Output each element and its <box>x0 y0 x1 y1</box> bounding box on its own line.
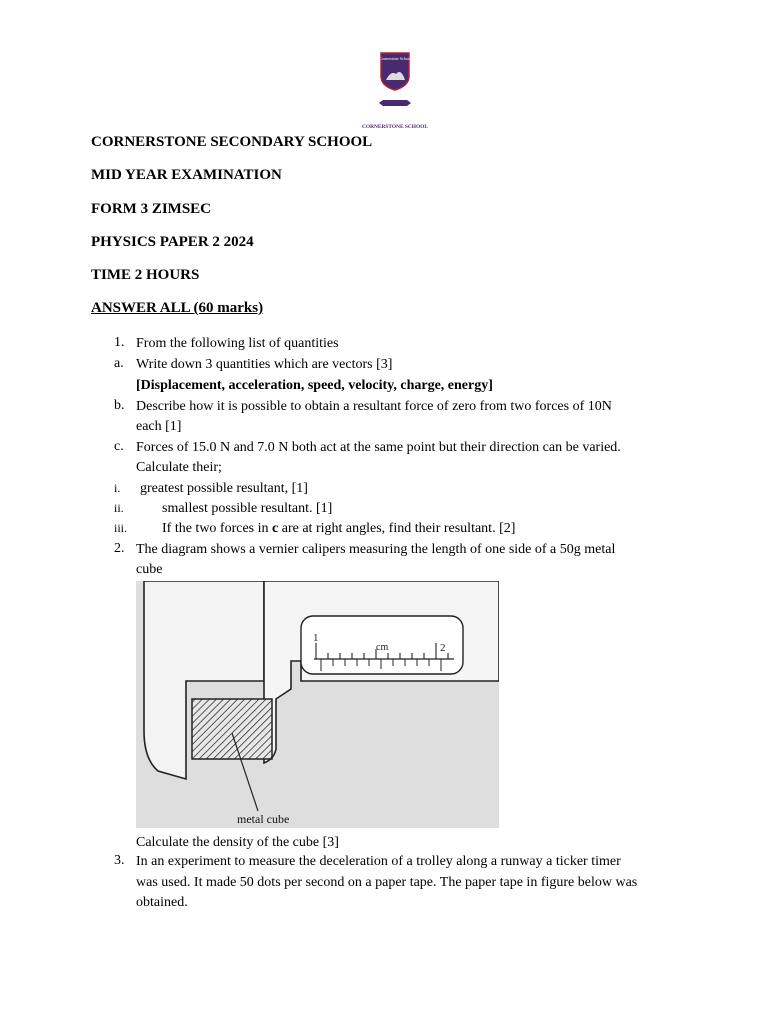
logo-emblem-text: Cornerstone School <box>379 56 411 61</box>
q3-number: 3. <box>114 853 125 868</box>
q1-number: 1. <box>114 335 125 350</box>
q1b-text-line2: each [1] <box>136 419 182 434</box>
q2-number: 2. <box>114 541 125 556</box>
q2-text-line2: cube <box>136 562 163 577</box>
scale-mark-1: 1 <box>313 632 319 644</box>
q2-text-line1: The diagram shows a vernier calipers measuring the length of one side of a 50g metal <box>136 542 616 557</box>
q1c-label: c. <box>114 439 124 454</box>
q2-after-text: Calculate the density of the cube [3] <box>136 835 339 850</box>
q3-text-line3: obtained. <box>136 895 188 910</box>
q1b-label: b. <box>114 398 125 413</box>
q1ciii-label: iii. <box>114 521 128 535</box>
q1a-label: a. <box>114 356 124 371</box>
scale-unit-cm: cm <box>376 642 389 653</box>
school-name: CORNERSTONE SECONDARY SCHOOL <box>91 134 373 150</box>
q1-text: From the following list of quantities <box>136 336 339 351</box>
q1ciii-post: are at right angles, find their resultant. [2] <box>278 521 516 536</box>
metal-cube-label: metal cube <box>237 812 290 826</box>
q1c-text-line1: Forces of 15.0 N and 7.0 N both act at the same point but their direction can be varied. <box>136 440 621 455</box>
paper-title: PHYSICS PAPER 2 2024 <box>91 234 254 250</box>
q1ci-text: greatest possible resultant, [1] <box>140 481 308 496</box>
q1b-text-line1: Describe how it is possible to obtain a resultant force of zero from two forces of 10N <box>136 399 612 414</box>
q1cii-label: ii. <box>114 501 124 515</box>
q1ciii-pre: If the two forces in <box>162 521 273 536</box>
q1ci-label: i. <box>114 481 121 495</box>
q1a-quantity-list: [Displacement, acceleration, speed, velocity, charge, energy] <box>136 378 493 393</box>
form-level: FORM 3 ZIMSEC <box>91 201 211 217</box>
exam-title: MID YEAR EXAMINATION <box>91 167 282 183</box>
q1a-text: Write down 3 quantities which are vectors [3] <box>136 357 393 372</box>
instruction: ANSWER ALL (60 marks) <box>91 300 264 316</box>
scale-mark-2: 2 <box>440 642 446 654</box>
logo-banner-text: CORNERSTONE SCHOOL <box>362 124 428 130</box>
q1cii-text: smallest possible resultant. [1] <box>162 501 333 516</box>
vernier-caliper-diagram <box>136 581 499 828</box>
school-logo <box>360 50 440 130</box>
q1ciii-bold: c <box>272 521 279 536</box>
time-allowed: TIME 2 HOURS <box>91 267 200 283</box>
q3-text-line1: In an experiment to measure the deceleration of a trolley along a runway a ticker timer <box>136 854 621 869</box>
q1c-text-line2: Calculate their; <box>136 460 222 475</box>
q1ciii-text <box>162 520 515 537</box>
q3-text-line2: was used. It made 50 dots per second on a paper tape. The paper tape in figure below was <box>136 875 638 890</box>
